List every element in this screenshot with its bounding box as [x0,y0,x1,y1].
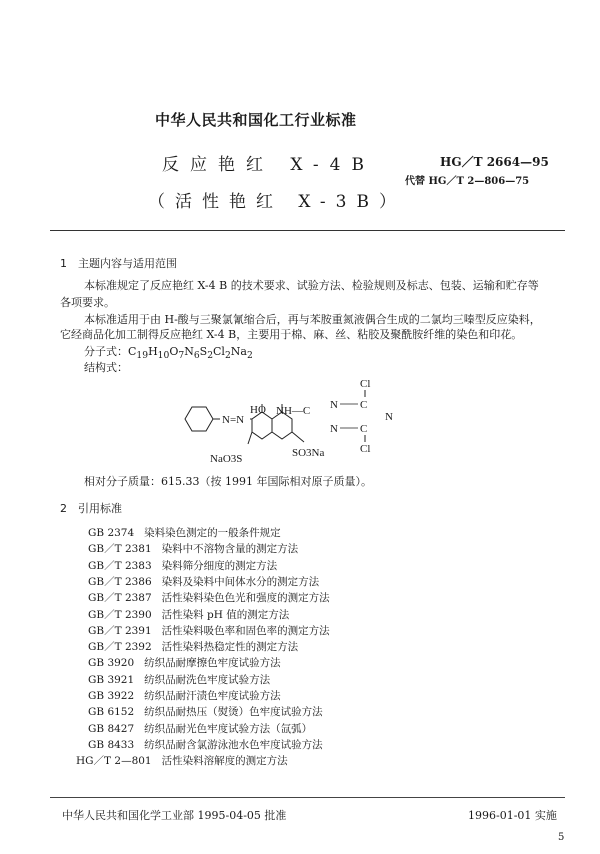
reference-title: 染料及染料中间体水分的测定方法 [161,575,320,588]
reference-title: 纺织品耐洗色牢度试验方法 [144,673,271,686]
reference-item [88,541,298,556]
chem-label-cl-bottom: Cl [360,443,371,455]
footer-divider [50,797,565,798]
reference-title: 活性染料 pH 值的测定方法 [161,608,290,621]
chem-label-so3na: SO3Na [292,447,325,459]
reference-title: 纺织品耐光色牢度试验方法（氙弧） [144,722,313,735]
chem-label-n1: N [330,399,338,411]
reference-title: 染料染色测定的一般条件规定 [144,527,281,539]
reference-code: GB／T 2381 [88,543,152,556]
reference-item [88,623,330,638]
structure-label: 结构式： [84,361,128,374]
benzene-ring [185,407,213,431]
chem-label-azo: N=N [222,414,245,426]
reference-title: 纺织品耐含氯游泳池水色牢度试验方法 [144,738,323,751]
reference-title: 活性染料吸色率和固色率的测定方法 [161,624,330,637]
chem-label-c1: C [360,399,368,411]
chem-label-cl-top: Cl [360,378,371,390]
reference-title: 纺织品耐热压（熨烫）色牢度试验方法 [144,706,323,719]
chem-label-n3: N [330,423,338,435]
paragraph-text: 本标准规定了反应艳红 X-4 B 的技术要求、试验方法、检验规则及标志、包装、运输和贮存等 [84,279,539,292]
page-number: 5 [558,832,565,843]
reference-code: GB／T 2383 [88,559,152,572]
reference-code: GB 2374 [88,527,135,539]
section-2-heading: 2 引用标准 [60,502,122,515]
reference-title: 活性染料染色色光和强度的测定方法 [161,592,330,605]
reference-item [88,607,289,622]
section-1-heading: 1 主题内容与适用范围 [60,257,177,270]
reference-item [88,655,281,670]
reference-item [88,639,298,654]
reference-code: GB／T 2391 [88,624,152,637]
molecular-mass-line: 相对分子质量：615.33（按 1991 年国际相对原子质量）。 [84,475,372,488]
chem-label-nh: NH—C [276,405,311,417]
reference-code: GB 3921 [88,673,135,686]
reference-title: 活性染料热稳定性的测定方法 [161,641,299,654]
paragraph-text: 本标准适用于由 H-酸与三聚氯氰缩合后，再与苯胺重氮液偶合生成的二氯均三嗪型反应染料， [84,313,541,326]
reference-code: GB 8433 [88,738,135,751]
reference-code: GB 8427 [88,722,135,735]
reference-item [88,558,277,573]
approval-line: 中华人民共和国化学工业部 1995-04-05 批准 [62,809,287,822]
reference-item [88,590,330,605]
reference-code: HG／T 2—801 [76,755,152,768]
reference-item [88,525,281,540]
standard-code: HG／T 2664—95 [440,155,549,169]
structural-formula [180,372,420,472]
reference-title: 纺织品耐汗渍色牢度试验方法 [144,690,281,702]
reference-title: 染料中不溶物含量的测定方法 [161,543,299,556]
reference-item [88,574,319,589]
reference-code: GB 6152 [88,706,135,719]
formula-label: 分子式： [84,345,128,358]
molecular-formula: $C_{19}H_{10}O_7N_6S_2Cl_2Na_2$ [128,345,253,362]
standard-category: 中华人民共和国化工行业标准 [155,111,357,129]
header-divider [50,230,565,231]
chem-label-c2: C [360,423,368,435]
effective-date: 1996-01-01 实施 [468,809,557,822]
document-alt-title: （活性艳红 X-3B） [148,192,406,212]
reference-item [88,737,323,752]
document-title: 反应艳红 X-4B [162,155,375,175]
reference-code: GB／T 2387 [88,592,152,605]
reference-title: 染料筛分细度的测定方法 [161,559,278,572]
reference-item [88,704,323,719]
reference-item [88,672,270,687]
reference-title: 活性染料溶解度的测定方法 [161,755,288,768]
chem-label-ho: HO [250,404,266,416]
paragraph-text: 各项要求。 [60,296,115,309]
replaces-code: 代替 HG／T 2—806—75 [405,176,530,187]
paragraph-text: 它经商品化加工制得反应艳红 X-4 B，主要用于棉、麻、丝、粘胶及聚酰胺纤维的染色和印花。 [60,328,523,341]
chem-label-n2: N [385,411,393,423]
reference-code: GB／T 2386 [88,575,152,588]
reference-code: GB／T 2390 [88,608,152,621]
chem-label-naso3: NaO3S [210,453,243,465]
reference-code: GB／T 2392 [88,641,152,654]
reference-item [76,753,288,768]
reference-title: 纺织品耐摩擦色牢度试验方法 [144,657,281,670]
reference-code: GB 3922 [88,690,135,702]
reference-item [88,688,281,703]
reference-item [88,721,312,736]
naphthalene-ring-left [252,412,272,439]
reference-code: GB 3920 [88,657,135,670]
